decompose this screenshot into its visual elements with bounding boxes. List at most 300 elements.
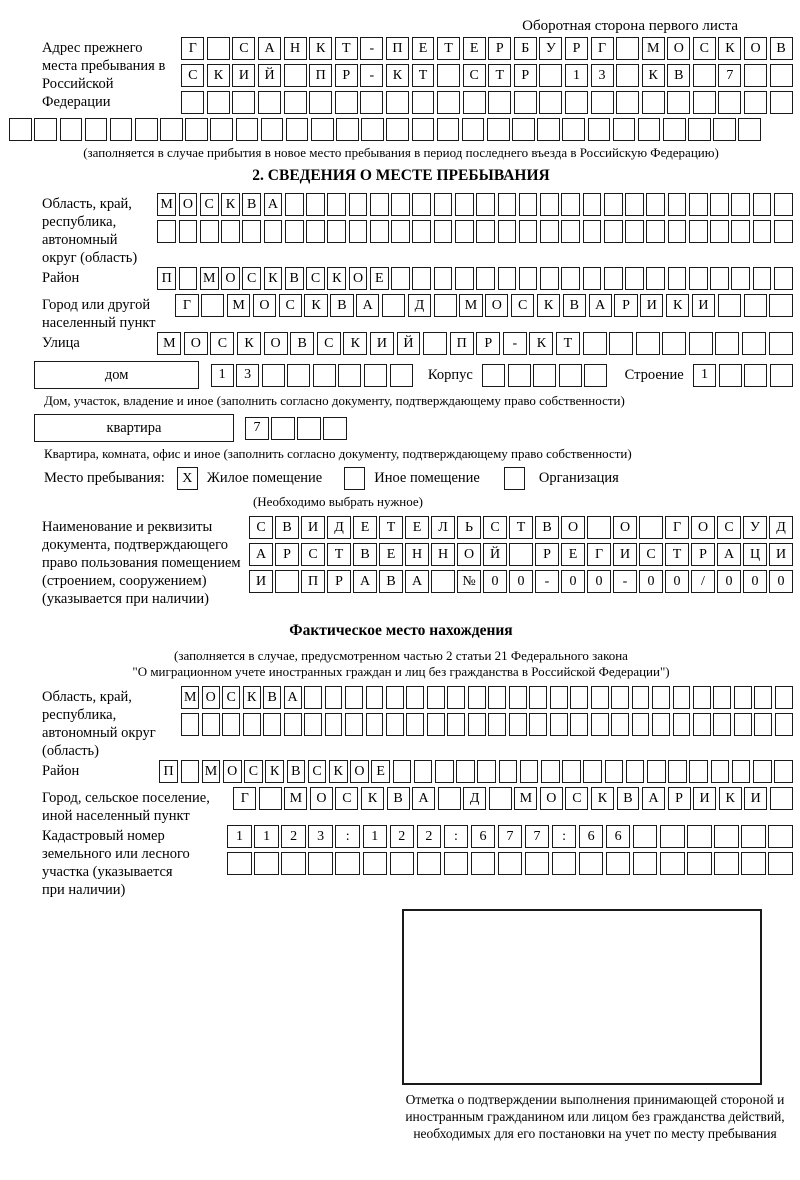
char-cell[interactable] xyxy=(754,686,772,709)
char-cell[interactable]: С xyxy=(463,64,486,87)
char-cell[interactable]: Н xyxy=(431,543,454,566)
char-cell[interactable]: К xyxy=(591,787,614,810)
char-cell[interactable] xyxy=(710,220,729,243)
char-cell[interactable] xyxy=(616,91,639,114)
char-cell[interactable] xyxy=(447,713,465,736)
kvartira-frame[interactable]: квартира xyxy=(34,414,234,442)
char-cell[interactable] xyxy=(715,332,739,355)
char-cell[interactable] xyxy=(744,364,767,387)
char-cell[interactable] xyxy=(202,713,220,736)
char-cell[interactable] xyxy=(605,760,624,783)
char-cell[interactable] xyxy=(221,220,240,243)
char-cell[interactable] xyxy=(281,852,305,875)
char-cell[interactable]: Т xyxy=(412,64,435,87)
char-cell[interactable] xyxy=(498,193,517,216)
char-cell[interactable] xyxy=(386,91,409,114)
char-cell[interactable] xyxy=(325,713,343,736)
char-cell[interactable] xyxy=(435,760,454,783)
char-cell[interactable] xyxy=(254,852,278,875)
char-cell[interactable] xyxy=(732,760,751,783)
char-cell[interactable]: 2 xyxy=(417,825,441,848)
char-cell[interactable] xyxy=(181,713,199,736)
char-cell[interactable]: Б xyxy=(514,37,537,60)
char-cell[interactable]: У xyxy=(743,516,766,539)
char-cell[interactable]: 0 xyxy=(509,570,532,593)
char-cell[interactable]: О xyxy=(179,193,198,216)
char-cell[interactable]: 1 xyxy=(565,64,588,87)
char-cell[interactable] xyxy=(550,713,568,736)
char-cell[interactable]: Й xyxy=(258,64,281,87)
char-cell[interactable]: Г xyxy=(233,787,256,810)
char-cell[interactable] xyxy=(519,193,538,216)
checkbox-organizatsiya[interactable] xyxy=(504,467,525,490)
char-cell[interactable] xyxy=(391,220,410,243)
char-cell[interactable] xyxy=(313,364,336,387)
char-cell[interactable] xyxy=(606,852,630,875)
char-cell[interactable]: Р xyxy=(691,543,714,566)
char-cell[interactable] xyxy=(236,118,259,141)
char-cell[interactable] xyxy=(633,825,657,848)
char-cell[interactable]: Е xyxy=(379,543,402,566)
char-cell[interactable]: О xyxy=(561,516,584,539)
char-cell[interactable] xyxy=(284,713,302,736)
char-cell[interactable]: С xyxy=(717,516,740,539)
char-cell[interactable] xyxy=(583,220,602,243)
char-cell[interactable] xyxy=(412,267,431,290)
char-cell[interactable]: К xyxy=(309,37,332,60)
char-cell[interactable] xyxy=(455,193,474,216)
char-cell[interactable]: Г xyxy=(181,37,204,60)
char-cell[interactable] xyxy=(584,364,607,387)
char-cell[interactable] xyxy=(447,686,465,709)
char-cell[interactable]: О xyxy=(202,686,220,709)
char-cell[interactable] xyxy=(588,118,611,141)
char-cell[interactable] xyxy=(689,332,713,355)
char-cell[interactable] xyxy=(539,91,562,114)
char-cell[interactable] xyxy=(753,220,772,243)
char-cell[interactable] xyxy=(562,118,585,141)
char-cell[interactable]: Ь xyxy=(457,516,480,539)
char-cell[interactable] xyxy=(734,713,752,736)
char-cell[interactable] xyxy=(327,220,346,243)
char-cell[interactable] xyxy=(366,686,384,709)
char-cell[interactable] xyxy=(529,686,547,709)
char-cell[interactable] xyxy=(741,852,765,875)
char-cell[interactable]: 1 xyxy=(693,364,716,387)
char-cell[interactable] xyxy=(744,64,767,87)
char-cell[interactable] xyxy=(308,852,332,875)
char-cell[interactable]: В xyxy=(275,516,298,539)
char-cell[interactable] xyxy=(304,713,322,736)
char-cell[interactable] xyxy=(210,118,233,141)
char-cell[interactable]: - xyxy=(535,570,558,593)
char-cell[interactable] xyxy=(386,686,404,709)
char-cell[interactable]: С xyxy=(335,787,358,810)
char-cell[interactable]: С xyxy=(279,294,302,317)
char-cell[interactable] xyxy=(753,267,772,290)
char-cell[interactable] xyxy=(688,118,711,141)
char-cell[interactable]: С xyxy=(306,267,325,290)
char-cell[interactable] xyxy=(179,220,198,243)
char-cell[interactable] xyxy=(514,91,537,114)
char-cell[interactable] xyxy=(488,91,511,114)
char-cell[interactable] xyxy=(660,852,684,875)
char-cell[interactable] xyxy=(462,118,485,141)
char-cell[interactable] xyxy=(647,760,666,783)
char-cell[interactable] xyxy=(412,118,435,141)
char-cell[interactable]: М xyxy=(157,332,181,355)
char-cell[interactable]: С xyxy=(210,332,234,355)
char-cell[interactable]: М xyxy=(157,193,176,216)
char-cell[interactable] xyxy=(393,760,412,783)
char-cell[interactable] xyxy=(616,64,639,87)
char-cell[interactable] xyxy=(625,267,644,290)
char-cell[interactable]: Н xyxy=(284,37,307,60)
char-cell[interactable]: У xyxy=(539,37,562,60)
char-cell[interactable]: В xyxy=(617,787,640,810)
char-cell[interactable] xyxy=(689,267,708,290)
char-cell[interactable]: : xyxy=(335,825,359,848)
char-cell[interactable]: Р xyxy=(488,37,511,60)
char-cell[interactable] xyxy=(770,787,793,810)
char-cell[interactable] xyxy=(689,220,708,243)
char-cell[interactable]: С xyxy=(639,543,662,566)
char-cell[interactable]: Т xyxy=(665,543,688,566)
char-cell[interactable] xyxy=(427,686,445,709)
char-cell[interactable] xyxy=(391,267,410,290)
char-cell[interactable]: М xyxy=(514,787,537,810)
char-cell[interactable] xyxy=(611,686,629,709)
char-cell[interactable] xyxy=(509,543,532,566)
char-cell[interactable] xyxy=(570,686,588,709)
char-cell[interactable]: А xyxy=(717,543,740,566)
char-cell[interactable]: К xyxy=(719,787,742,810)
char-cell[interactable]: Д xyxy=(769,516,792,539)
char-cell[interactable] xyxy=(390,364,413,387)
char-cell[interactable] xyxy=(417,852,441,875)
char-cell[interactable]: 6 xyxy=(606,825,630,848)
char-cell[interactable] xyxy=(498,267,517,290)
char-cell[interactable] xyxy=(625,220,644,243)
char-cell[interactable]: И xyxy=(640,294,663,317)
char-cell[interactable] xyxy=(529,713,547,736)
char-cell[interactable] xyxy=(456,760,475,783)
char-cell[interactable]: М xyxy=(227,294,250,317)
char-cell[interactable] xyxy=(434,220,453,243)
char-cell[interactable]: В xyxy=(263,686,281,709)
char-cell[interactable]: П xyxy=(450,332,474,355)
char-cell[interactable] xyxy=(309,91,332,114)
char-cell[interactable] xyxy=(345,713,363,736)
char-cell[interactable] xyxy=(693,64,716,87)
char-cell[interactable] xyxy=(632,686,650,709)
char-cell[interactable]: М xyxy=(642,37,665,60)
char-cell[interactable] xyxy=(499,760,518,783)
char-cell[interactable] xyxy=(110,118,133,141)
char-cell[interactable] xyxy=(774,193,793,216)
char-cell[interactable] xyxy=(579,852,603,875)
char-cell[interactable] xyxy=(207,37,230,60)
char-cell[interactable] xyxy=(361,118,384,141)
char-cell[interactable] xyxy=(687,852,711,875)
char-cell[interactable]: И xyxy=(692,294,715,317)
char-cell[interactable] xyxy=(185,118,208,141)
char-cell[interactable] xyxy=(181,760,200,783)
char-cell[interactable] xyxy=(345,686,363,709)
char-cell[interactable] xyxy=(412,193,431,216)
char-cell[interactable]: Е xyxy=(463,37,486,60)
char-cell[interactable]: Р xyxy=(668,787,691,810)
char-cell[interactable]: - xyxy=(360,37,383,60)
char-cell[interactable] xyxy=(468,713,486,736)
char-cell[interactable]: - xyxy=(503,332,527,355)
char-cell[interactable] xyxy=(232,91,255,114)
char-cell[interactable]: К xyxy=(207,64,230,87)
char-cell[interactable] xyxy=(509,686,527,709)
char-cell[interactable]: Ц xyxy=(743,543,766,566)
char-cell[interactable] xyxy=(135,118,158,141)
char-cell[interactable] xyxy=(693,713,711,736)
char-cell[interactable]: С xyxy=(200,193,219,216)
char-cell[interactable] xyxy=(427,713,445,736)
char-cell[interactable] xyxy=(540,193,559,216)
char-cell[interactable] xyxy=(693,686,711,709)
char-cell[interactable]: С xyxy=(222,686,240,709)
char-cell[interactable] xyxy=(714,852,738,875)
char-cell[interactable] xyxy=(349,220,368,243)
char-cell[interactable]: 7 xyxy=(498,825,522,848)
char-cell[interactable] xyxy=(476,193,495,216)
char-cell[interactable]: П xyxy=(159,760,178,783)
char-cell[interactable]: И xyxy=(301,516,324,539)
char-cell[interactable] xyxy=(713,686,731,709)
char-cell[interactable] xyxy=(325,686,343,709)
char-cell[interactable]: / xyxy=(691,570,714,593)
char-cell[interactable] xyxy=(646,193,665,216)
char-cell[interactable] xyxy=(525,852,549,875)
char-cell[interactable]: О xyxy=(457,543,480,566)
char-cell[interactable] xyxy=(508,364,531,387)
char-cell[interactable] xyxy=(327,193,346,216)
char-cell[interactable]: О xyxy=(223,760,242,783)
char-cell[interactable]: 1 xyxy=(254,825,278,848)
char-cell[interactable]: Т xyxy=(437,37,460,60)
char-cell[interactable]: О xyxy=(744,37,767,60)
char-cell[interactable] xyxy=(775,686,793,709)
char-cell[interactable]: В xyxy=(287,760,306,783)
char-cell[interactable]: - xyxy=(613,570,636,593)
char-cell[interactable]: С xyxy=(317,332,341,355)
char-cell[interactable]: 7 xyxy=(525,825,549,848)
char-cell[interactable] xyxy=(613,118,636,141)
char-cell[interactable]: Е xyxy=(412,37,435,60)
char-cell[interactable] xyxy=(668,193,687,216)
char-cell[interactable] xyxy=(414,760,433,783)
char-cell[interactable] xyxy=(719,364,742,387)
char-cell[interactable] xyxy=(646,267,665,290)
char-cell[interactable]: О xyxy=(264,332,288,355)
char-cell[interactable]: Р xyxy=(335,64,358,87)
char-cell[interactable] xyxy=(243,713,261,736)
char-cell[interactable]: Л xyxy=(431,516,454,539)
char-cell[interactable]: И xyxy=(370,332,394,355)
char-cell[interactable]: О xyxy=(667,37,690,60)
char-cell[interactable]: И xyxy=(744,787,767,810)
char-cell[interactable] xyxy=(434,294,457,317)
char-cell[interactable]: 0 xyxy=(639,570,662,593)
char-cell[interactable] xyxy=(540,267,559,290)
char-cell[interactable] xyxy=(386,118,409,141)
char-cell[interactable]: : xyxy=(552,825,576,848)
char-cell[interactable]: К xyxy=(265,760,284,783)
char-cell[interactable] xyxy=(285,220,304,243)
char-cell[interactable] xyxy=(718,294,741,317)
char-cell[interactable]: О xyxy=(349,267,368,290)
char-cell[interactable] xyxy=(616,37,639,60)
checkbox-inoe[interactable] xyxy=(344,467,365,490)
char-cell[interactable] xyxy=(222,713,240,736)
char-cell[interactable] xyxy=(770,91,793,114)
char-cell[interactable]: М xyxy=(284,787,307,810)
char-cell[interactable] xyxy=(207,91,230,114)
char-cell[interactable] xyxy=(386,713,404,736)
char-cell[interactable] xyxy=(477,760,496,783)
char-cell[interactable] xyxy=(583,332,607,355)
char-cell[interactable]: И xyxy=(693,787,716,810)
char-cell[interactable]: В xyxy=(379,570,402,593)
char-cell[interactable] xyxy=(468,686,486,709)
char-cell[interactable] xyxy=(509,713,527,736)
char-cell[interactable]: С xyxy=(232,37,255,60)
char-cell[interactable] xyxy=(338,364,361,387)
char-cell[interactable] xyxy=(642,91,665,114)
char-cell[interactable]: К xyxy=(361,787,384,810)
char-cell[interactable] xyxy=(714,825,738,848)
char-cell[interactable] xyxy=(731,267,750,290)
char-cell[interactable] xyxy=(668,267,687,290)
char-cell[interactable] xyxy=(731,193,750,216)
char-cell[interactable]: Е xyxy=(370,267,389,290)
char-cell[interactable] xyxy=(646,220,665,243)
char-cell[interactable] xyxy=(775,713,793,736)
char-cell[interactable] xyxy=(520,760,539,783)
char-cell[interactable] xyxy=(639,516,662,539)
char-cell[interactable]: 6 xyxy=(579,825,603,848)
char-cell[interactable] xyxy=(423,332,447,355)
char-cell[interactable] xyxy=(286,118,309,141)
char-cell[interactable] xyxy=(519,267,538,290)
char-cell[interactable]: С xyxy=(693,37,716,60)
char-cell[interactable] xyxy=(366,713,384,736)
char-cell[interactable] xyxy=(673,686,691,709)
char-cell[interactable] xyxy=(609,332,633,355)
char-cell[interactable] xyxy=(363,852,387,875)
char-cell[interactable]: Р xyxy=(565,37,588,60)
char-cell[interactable]: 0 xyxy=(561,570,584,593)
char-cell[interactable] xyxy=(488,713,506,736)
char-cell[interactable] xyxy=(638,118,661,141)
char-cell[interactable] xyxy=(335,91,358,114)
char-cell[interactable] xyxy=(710,267,729,290)
char-cell[interactable]: К xyxy=(343,332,367,355)
char-cell[interactable] xyxy=(562,760,581,783)
char-cell[interactable] xyxy=(768,852,792,875)
char-cell[interactable] xyxy=(561,193,580,216)
char-cell[interactable] xyxy=(561,267,580,290)
char-cell[interactable] xyxy=(537,118,560,141)
char-cell[interactable]: 7 xyxy=(718,64,741,87)
char-cell[interactable] xyxy=(262,364,285,387)
char-cell[interactable] xyxy=(437,118,460,141)
char-cell[interactable]: О xyxy=(350,760,369,783)
char-cell[interactable]: 0 xyxy=(665,570,688,593)
char-cell[interactable]: 3 xyxy=(236,364,259,387)
char-cell[interactable] xyxy=(476,220,495,243)
char-cell[interactable]: 1 xyxy=(227,825,251,848)
char-cell[interactable] xyxy=(370,193,389,216)
char-cell[interactable]: 3 xyxy=(591,64,614,87)
char-cell[interactable] xyxy=(412,91,435,114)
char-cell[interactable] xyxy=(754,713,772,736)
char-cell[interactable]: Г xyxy=(587,543,610,566)
char-cell[interactable] xyxy=(770,64,793,87)
char-cell[interactable] xyxy=(540,220,559,243)
char-cell[interactable] xyxy=(455,267,474,290)
char-cell[interactable]: 0 xyxy=(769,570,792,593)
char-cell[interactable] xyxy=(370,220,389,243)
char-cell[interactable] xyxy=(625,193,644,216)
char-cell[interactable]: М xyxy=(200,267,219,290)
char-cell[interactable] xyxy=(711,760,730,783)
char-cell[interactable] xyxy=(744,294,767,317)
char-cell[interactable]: Р xyxy=(476,332,500,355)
char-cell[interactable]: К xyxy=(718,37,741,60)
char-cell[interactable]: Е xyxy=(561,543,584,566)
char-cell[interactable] xyxy=(437,64,460,87)
char-cell[interactable] xyxy=(284,64,307,87)
char-cell[interactable] xyxy=(261,118,284,141)
char-cell[interactable] xyxy=(693,91,716,114)
char-cell[interactable]: М xyxy=(202,760,221,783)
char-cell[interactable]: К xyxy=(264,267,283,290)
char-cell[interactable] xyxy=(179,267,198,290)
char-cell[interactable]: С xyxy=(301,543,324,566)
char-cell[interactable] xyxy=(660,825,684,848)
char-cell[interactable] xyxy=(271,417,294,440)
char-cell[interactable]: В xyxy=(667,64,690,87)
char-cell[interactable] xyxy=(264,220,283,243)
char-cell[interactable]: К xyxy=(642,64,665,87)
char-cell[interactable] xyxy=(583,193,602,216)
char-cell[interactable]: 2 xyxy=(281,825,305,848)
checkbox-zhiloe[interactable]: X xyxy=(177,467,198,490)
char-cell[interactable]: 0 xyxy=(587,570,610,593)
char-cell[interactable]: А xyxy=(405,570,428,593)
char-cell[interactable] xyxy=(60,118,83,141)
char-cell[interactable]: В xyxy=(242,193,261,216)
char-cell[interactable] xyxy=(258,91,281,114)
char-cell[interactable] xyxy=(201,294,224,317)
char-cell[interactable] xyxy=(406,686,424,709)
char-cell[interactable] xyxy=(583,267,602,290)
char-cell[interactable]: 1 xyxy=(363,825,387,848)
char-cell[interactable]: Р xyxy=(514,64,537,87)
char-cell[interactable]: В xyxy=(353,543,376,566)
char-cell[interactable]: А xyxy=(249,543,272,566)
char-cell[interactable] xyxy=(559,364,582,387)
char-cell[interactable]: М xyxy=(181,686,199,709)
char-cell[interactable] xyxy=(438,787,461,810)
